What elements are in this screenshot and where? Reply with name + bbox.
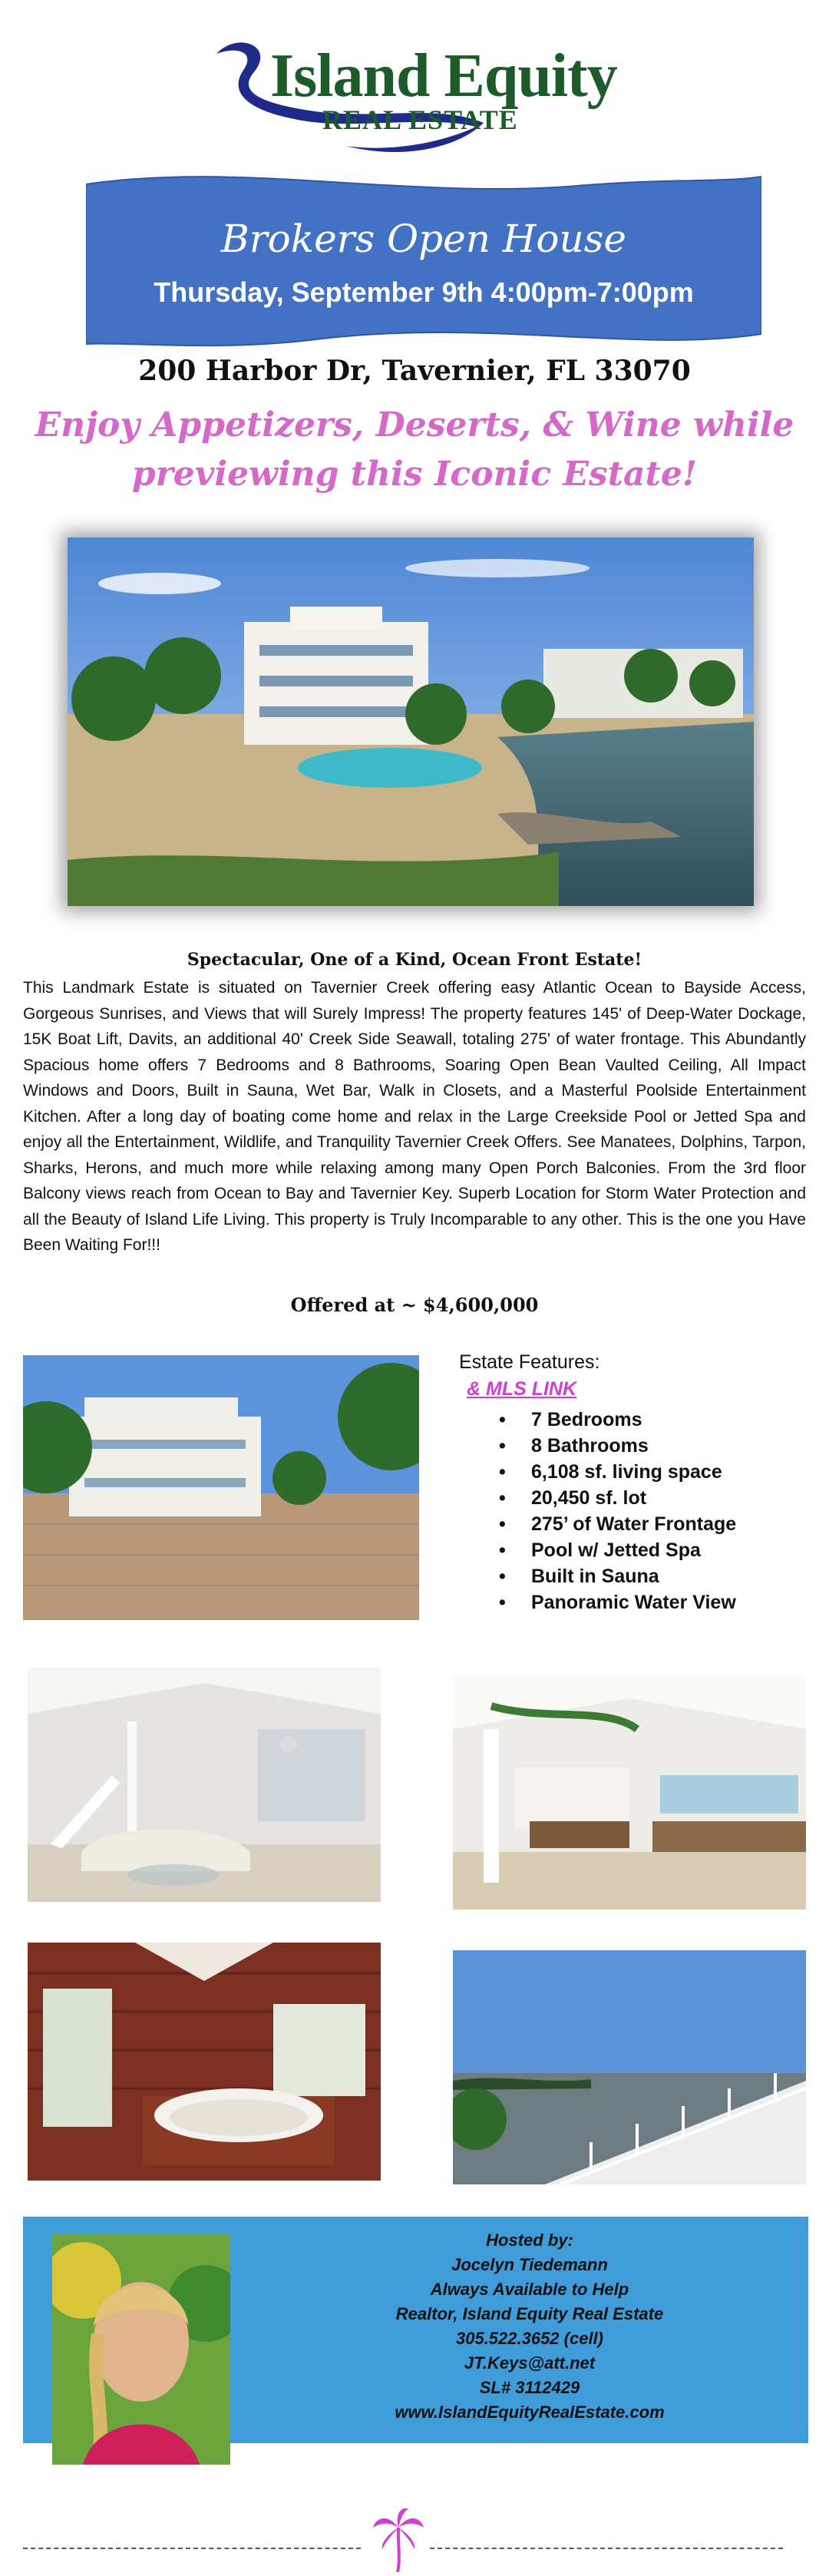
host-website[interactable]: www.IslandEquityRealEstate.com (395, 2402, 665, 2422)
banner-wave-shape (86, 169, 761, 353)
property-address: 200 Harbor Dr, Tavernier, FL 33070 (138, 355, 691, 387)
host-portrait-photo (52, 2234, 230, 2465)
feature-item: • 6,108 sf. living space (531, 1459, 812, 1485)
footer-divider-left (23, 2548, 361, 2549)
host-contact-info (253, 2228, 806, 2425)
feature-item: • 275’ of Water Frontage (531, 1511, 812, 1537)
event-banner (86, 169, 761, 353)
exterior-photo (23, 1355, 419, 1620)
feature-item: • 7 Bedrooms (531, 1407, 812, 1433)
host-availability: Always Available to Help (430, 2280, 629, 2299)
features-list (459, 1407, 812, 1615)
logo-sub-text: REAL ESTATE (322, 104, 518, 135)
footer-divider-right (430, 2548, 783, 2549)
living-room-photo (28, 1668, 381, 1902)
host-phone[interactable]: 305.522.3652 (cell) (455, 2329, 604, 2348)
listing-headline: Spectacular, One of a Kind, Ocean Front Estate! (187, 950, 642, 970)
estate-features (459, 1351, 812, 1615)
feature-item: • Panoramic Water View (531, 1589, 812, 1615)
listing-description: This Landmark Estate is situated on Tavernier Creek offering easy Atlantic Ocean to Bayside Access, Gorgeous Sunrises, and Views that will Surely Impress! The property features 145' of Deep-Water Dockage, 15K Boat Lift, Davits, an additional 40' Creek Side Seawall, totaling 275' of water frontage. This Abundantly Spacious home offers 7 Bedrooms and 8 Bathrooms, Soaring Open Bean Vaulted Ceiling, All Impact Windows and Doors, Built in Sauna, Wet Bar, Walk in Closets, and a Masterful Poolside Entertainment Kitchen. After a long day of boating come home and relax in the Large Creekside Pool or Jetted Spa and enjoy all the Entertainment, Wildlife, and Tranquility Tavernier Creek Offers. See Manatees, Dolphins, Tarpon, Sharks, Herons, and much more while relaxing among many Open Porch Balconies. From the 3rd floor Balcony views reach from Ocean to Bay and Tavernier Key. Superb Location for Storm Water Protection and all the Beauty of Island Life Living. This property is Truly Incomparable to any other. This is the one you Have Been Waiting For!!! (23, 979, 806, 1254)
logo-main-text: Island Equity (270, 42, 617, 110)
palm-tree-icon (372, 2505, 425, 2572)
company-logo (207, 31, 622, 177)
hero-property-photo (68, 537, 754, 906)
hosted-by-label: Hosted by: (486, 2230, 573, 2250)
water-view-deck-photo (453, 1950, 806, 2184)
feature-item: • 20,450 sf. lot (531, 1485, 812, 1511)
sauna-spa-photo (28, 1943, 381, 2181)
host-email[interactable]: JT.Keys@att.net (464, 2353, 596, 2373)
event-tagline: Enjoy Appetizers, Deserts, & Wine while previewing this Iconic Estate! (35, 405, 794, 494)
host-name: Jocelyn Tiedemann (451, 2255, 608, 2274)
features-title: Estate Features: (459, 1351, 600, 1373)
listing-price: Offered at ~ $4,600,000 (290, 1294, 539, 1316)
host-license: SL# 3112429 (479, 2378, 580, 2397)
host-title: Realtor, Island Equity Real Estate (395, 2304, 664, 2323)
banner-title: Brokers Open House (221, 217, 626, 261)
feature-item: • 8 Bathrooms (531, 1433, 812, 1459)
feature-item: • Pool w/ Jetted Spa (531, 1537, 812, 1563)
feature-item: • Built in Sauna (531, 1563, 812, 1589)
kitchen-photo (453, 1675, 806, 1910)
mls-link[interactable]: & MLS LINK (467, 1378, 577, 1400)
banner-date: Thursday, September 9th 4:00pm-7:00pm (154, 276, 694, 308)
